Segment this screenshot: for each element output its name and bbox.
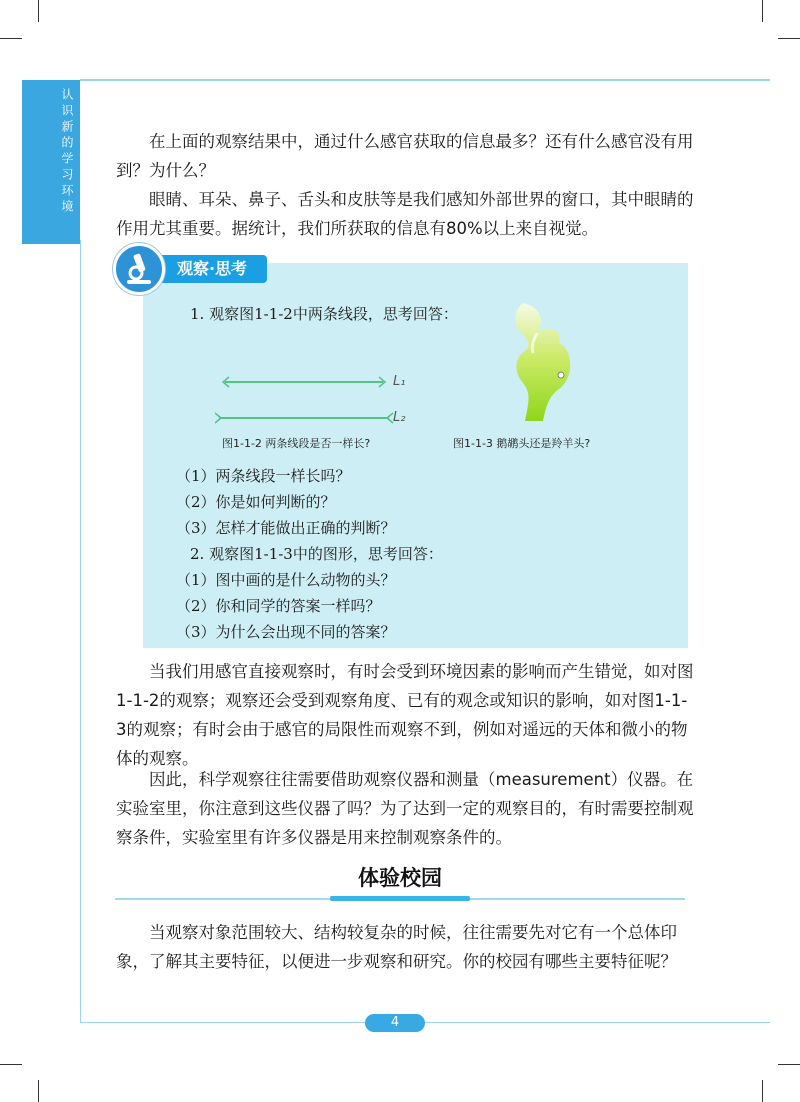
page-frame-top [80,79,770,81]
question-2-item: （1）图中画的是什么动物的头？ [176,571,396,589]
observe-think-badge [113,243,273,295]
chapter-side-label: 认识新的学习环境 [60,88,74,216]
crop-mark [0,38,22,39]
ambiguous-animal-head-figure [493,297,603,432]
page-number: 4 [365,1014,425,1032]
question-2-item: （3）为什么会出现不同的答案？ [176,623,396,641]
body-paragraph-1: 当我们用感官直接观察时，有时会受到环境因素的影响而产生错觉，如对图1-1-2的观察；观察还会受到观察角度、已有的观念或知识的影响，如对图1-1-3的观察；有时会由于感官的局限性而观察不到，例如对遥远的天体和微小的物体的观察。 [116,662,694,768]
figure-two-lines [215,368,415,428]
microscope-icon [113,243,165,295]
intro-paragraph-2: 眼睛、耳朵、鼻子、舌头和皮肤等是我们感知外部世界的窗口，其中眼睛的作用尤其重要。据统计，我们所获取的信息有80%以上来自视觉。 [116,190,694,238]
question-2: 2. 观察图1-1-3中的图形，思考回答： [190,545,443,563]
crop-mark [38,1080,39,1102]
crop-mark [778,1064,800,1065]
question-1: 1. 观察图1-1-2中两条线段，思考回答： [190,305,458,323]
question-1-item: （3）怎样才能做出正确的判断？ [176,519,396,537]
section-title: 体验校园 [358,866,442,890]
section-paragraph: 当观察对象范围较大、结构较复杂的时候，往往需要先对它有一个总体印象，了解其主要特征，以便进一步观察和研究。你的校园有哪些主要特征呢？ [116,923,677,971]
figure-2-caption: 图1-1-2 两条线段是否一样长? [222,437,371,450]
crop-mark [778,38,800,39]
page-frame-bottom [80,1022,770,1023]
body-paragraph-2: 因此，科学观察往往需要借助观察仪器和测量（measurement）仪器。在实验室里，你注意到这些仪器了吗？为了达到一定的观察目的，有时需要控制观察条件，实验室里有许多仪器是用来控制观察条件的。 [116,770,694,847]
intro-paragraph-1: 在上面的观察结果中，通过什么感官获取的信息最多？还有什么感官没有用到？为什么？ [116,132,694,180]
section-title-rule-accent [330,896,470,901]
crop-mark [0,1064,22,1065]
page-frame-left [80,240,81,1022]
badge-label: 观察·思考 [157,255,267,283]
line-label-l1: L₁ [393,374,406,389]
question-2-item: （2）你和同学的答案一样吗？ [176,597,381,615]
question-1-item: （2）你是如何判断的？ [176,493,336,511]
line-label-l2: L₂ [393,410,406,425]
crop-mark [762,0,763,22]
crop-mark [38,0,39,22]
question-1-item: （1）两条线段一样长吗？ [176,467,351,485]
crop-mark [762,1080,763,1102]
figure-3-caption: 图1-1-3 鹅鹕头还是羚羊头? [453,437,591,450]
